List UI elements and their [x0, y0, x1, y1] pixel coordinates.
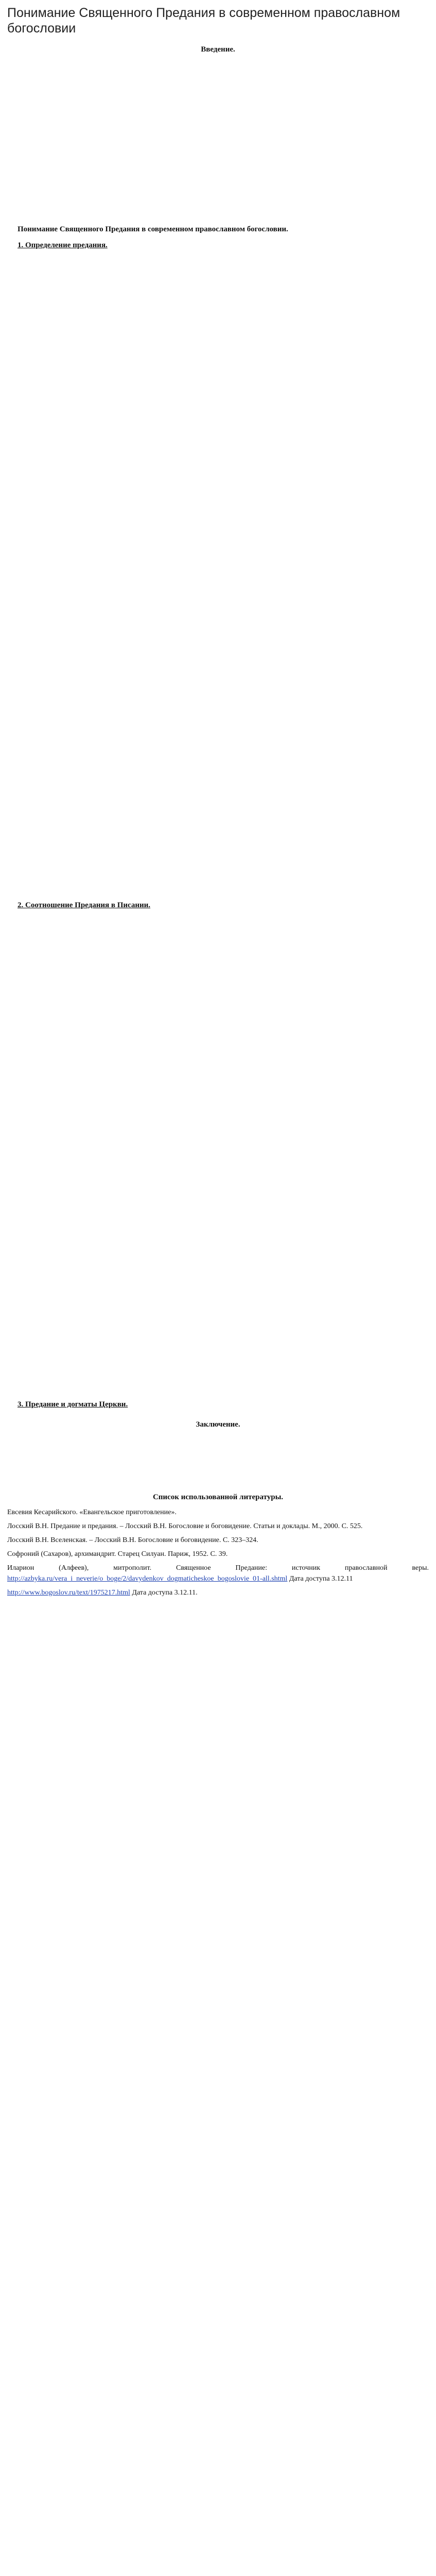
intro-paragraph	[7, 115, 429, 164]
literature-link[interactable]: http://www.bogoslov.ru/text/1975217.html	[7, 1589, 130, 1597]
body-paragraph	[7, 1290, 429, 1340]
page-title: Понимание Священного Предания в современном православном богословии	[7, 6, 400, 36]
intro-paragraph	[7, 61, 429, 111]
body-paragraph	[7, 362, 429, 412]
body-paragraph	[7, 969, 429, 1018]
body-paragraph	[7, 844, 429, 894]
access-date: Дата доступа 3.12.11	[289, 1575, 353, 1583]
body-paragraph	[7, 1236, 429, 1286]
subsection-definition: 1. Определение предания.	[18, 241, 108, 249]
literature-item: Евсевия Кесарийского. «Евангельское приготовление».	[7, 1509, 177, 1516]
literature-item: Софроний (Сахаров), архимандрит. Старец Силуан. Париж, 1952. С. 39.	[7, 1550, 228, 1558]
literature-item: Лосский В.Н. Предание и предания. – Лосский В.Н. Богословие и боговидение. Статьи и доклады. М., 2000. С. 525.	[7, 1522, 363, 1530]
body-paragraph	[7, 1344, 429, 1393]
body-paragraph	[7, 577, 429, 626]
literature-list	[7, 1507, 429, 1598]
body-paragraph	[7, 630, 429, 680]
intro-paragraph	[7, 168, 429, 218]
conclusion-heading: Заключение.	[196, 1420, 240, 1429]
section-title-understanding	[18, 225, 429, 234]
intro-heading: Введение.	[201, 45, 235, 54]
literature-item: Лосский В.Н. Вселенская. – Лосский В.Н. Богословие и боговидение. С. 323–324.	[7, 1536, 258, 1544]
literature-item-text: Иларион (Алфеев), митрополит. Священное Предание: источник православной веры.	[7, 1564, 429, 1572]
body-paragraph	[7, 255, 429, 304]
literature-item	[7, 1563, 429, 1584]
body-paragraph	[7, 309, 429, 358]
conclusion-paragraph	[7, 1434, 429, 1484]
literature-item	[7, 1587, 429, 1598]
section2-title: 2. Соотношение Предания в Писании.	[18, 901, 151, 909]
body-paragraph	[7, 791, 429, 840]
body-paragraph	[7, 416, 429, 465]
body-paragraph	[7, 915, 429, 964]
body-paragraph	[7, 684, 429, 733]
body-paragraph	[7, 1076, 429, 1125]
literature-heading: Список использованной литературы.	[152, 1493, 284, 1501]
body-paragraph	[7, 1022, 429, 1072]
section-title-text: Понимание Священного Предания в современном православном богословии.	[18, 225, 288, 233]
body-paragraph	[7, 1129, 429, 1179]
access-date: Дата доступа 3.12.11.	[132, 1589, 198, 1597]
body-paragraph	[7, 1183, 429, 1232]
body-paragraph	[7, 737, 429, 787]
body-paragraph	[7, 523, 429, 572]
body-paragraph	[7, 469, 429, 519]
literature-link[interactable]: http://azbyka.ru/vera_i_neverie/o_boge/2/davydenkov_dogmaticheskoe_bogoslovie_01-all.shtml	[7, 1575, 288, 1583]
section3-title: 3. Предание и догматы Церкви.	[18, 1400, 128, 1409]
